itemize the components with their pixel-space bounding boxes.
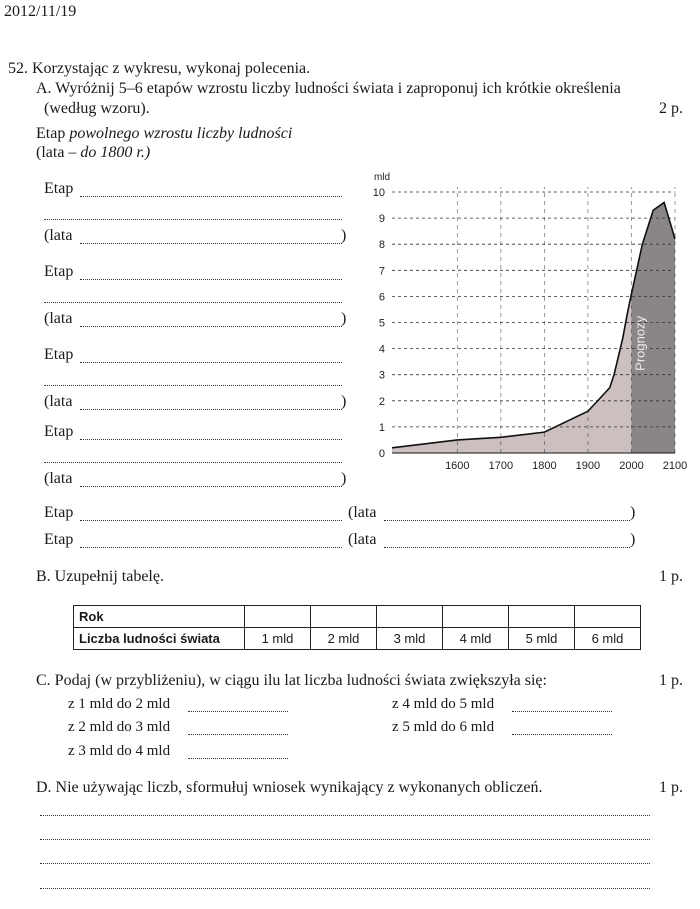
part-c-points: 1 p.	[659, 672, 683, 689]
population-cell: 2 mld	[311, 628, 377, 650]
part-a-instruction-line2: (według wzoru).	[44, 100, 150, 117]
stage-label: Etap	[44, 504, 74, 521]
example-italic: powolnego wzrostu liczby ludności	[69, 125, 293, 142]
answer-line[interactable]	[384, 520, 630, 521]
part-a-instruction-line1: A. Wyróżnij 5–6 etapów wzrostu liczby ludności świata i zaproponuj ich krótkie określenia	[36, 80, 621, 97]
table-row-year	[74, 606, 641, 628]
years-close: )	[341, 227, 347, 244]
answer-line[interactable]	[512, 711, 612, 712]
example-prefix: Etap	[36, 125, 70, 142]
part-a-points: 2 p.	[659, 100, 683, 117]
year-cell[interactable]	[311, 606, 377, 628]
part-d-title: D. Nie używając liczb, sformułuj wniosek wynikający z wykonanych obliczeń.	[36, 779, 543, 796]
x-tick-label: 1800	[532, 460, 557, 472]
x-tick-label: 2100	[662, 460, 688, 472]
answer-line[interactable]	[40, 863, 650, 864]
x-tick-label: 1600	[445, 460, 470, 472]
part-d-points: 1 p.	[659, 779, 683, 796]
years-close: )	[341, 393, 347, 410]
answer-line[interactable]	[80, 243, 342, 244]
task-number: 52.	[8, 60, 28, 77]
answer-line[interactable]	[80, 547, 342, 548]
part-c-item: z 2 mld do 3 mld	[68, 719, 171, 735]
stage-label: Etap	[44, 180, 74, 197]
stage-label: Etap	[44, 263, 74, 280]
years-label: (lata	[348, 504, 377, 521]
years-label: (lata	[348, 531, 377, 548]
year-cell[interactable]	[245, 606, 311, 628]
y-tick-label: 5	[378, 317, 385, 330]
task-number-and-intro	[8, 60, 310, 78]
part-c-item: z 5 mld do 6 mld	[392, 719, 495, 735]
answer-line[interactable]	[44, 385, 342, 386]
answer-line[interactable]	[188, 711, 288, 712]
part-b-title: B. Uzupełnij tabelę.	[36, 568, 164, 585]
stage-label: Etap	[44, 423, 74, 440]
y-tick-label: 4	[378, 343, 385, 356]
y-tick-label: 1	[378, 421, 385, 434]
years-label: (lata	[44, 310, 73, 327]
example-stage	[36, 125, 292, 143]
years-close: )	[630, 504, 636, 521]
answer-line[interactable]	[40, 888, 650, 889]
part-c-title: C. Podaj (w przybliżeniu), w ciągu ilu lat liczba ludności świata zwiększyła się:	[36, 672, 547, 689]
answer-line[interactable]	[384, 547, 630, 548]
population-cell: 5 mld	[509, 628, 575, 650]
forecast-label: Prognozy	[632, 315, 648, 371]
print-date: 2012/11/19	[4, 3, 77, 20]
y-tick-label: 0	[378, 448, 385, 460]
table-row-population	[74, 628, 641, 650]
x-tick-label: 1900	[575, 460, 601, 472]
answer-line[interactable]	[40, 815, 650, 816]
part-c-item: z 4 mld do 5 mld	[392, 696, 495, 712]
years-close: )	[630, 531, 636, 548]
answer-line[interactable]	[44, 219, 342, 220]
population-cell: 4 mld	[443, 628, 509, 650]
population-cell: 6 mld	[575, 628, 641, 650]
years-close: )	[341, 470, 347, 487]
y-tick-label: 7	[378, 265, 385, 278]
stage-label: Etap	[44, 346, 74, 363]
year-cell[interactable]	[443, 606, 509, 628]
year-cell[interactable]	[377, 606, 443, 628]
stage-label: Etap	[44, 531, 74, 548]
population-cell: 3 mld	[377, 628, 443, 650]
answer-line[interactable]	[44, 462, 342, 463]
y-axis-unit-label: mld	[373, 172, 391, 183]
answer-line[interactable]	[80, 196, 342, 197]
answer-line[interactable]	[80, 326, 342, 327]
answer-line[interactable]	[512, 734, 612, 735]
y-tick-label: 6	[378, 291, 385, 304]
answer-line[interactable]	[80, 362, 342, 363]
part-c-item: z 1 mld do 2 mld	[68, 696, 171, 712]
year-cell[interactable]	[575, 606, 641, 628]
table-header-population: Liczba ludności świata	[74, 628, 245, 650]
answer-line[interactable]	[44, 302, 342, 303]
answer-line[interactable]	[80, 520, 342, 521]
part-c-item: z 3 mld do 4 mld	[68, 743, 171, 759]
year-cell[interactable]	[509, 606, 575, 628]
population-chart	[365, 165, 688, 475]
population-cell: 1 mld	[245, 628, 311, 650]
years-label: (lata	[44, 227, 73, 244]
x-tick-label: 2000	[619, 460, 644, 472]
part-b-points: 1 p.	[659, 568, 683, 585]
example-years-prefix: (lata –	[36, 144, 81, 161]
y-tick-label: 3	[378, 369, 385, 382]
y-tick-label: 10	[372, 187, 385, 199]
years-close: )	[341, 310, 347, 327]
example-years-italic: do 1800 r.)	[80, 144, 151, 161]
answer-line[interactable]	[80, 439, 342, 440]
answer-line[interactable]	[80, 409, 342, 410]
y-tick-label: 8	[378, 239, 385, 252]
table-header-year: Rok	[74, 606, 245, 628]
answer-line[interactable]	[188, 758, 288, 759]
task-intro: Korzystając z wykresu, wykonaj polecenia.	[32, 60, 311, 77]
population-table	[73, 605, 641, 650]
answer-line[interactable]	[80, 486, 342, 487]
years-label: (lata	[44, 470, 73, 487]
answer-line[interactable]	[80, 279, 342, 280]
answer-line[interactable]	[188, 734, 288, 735]
example-years	[36, 144, 150, 162]
years-label: (lata	[44, 393, 73, 410]
y-tick-label: 9	[378, 213, 385, 226]
answer-line[interactable]	[40, 839, 650, 840]
x-tick-label: 1700	[488, 460, 514, 472]
y-tick-label: 2	[378, 395, 385, 408]
